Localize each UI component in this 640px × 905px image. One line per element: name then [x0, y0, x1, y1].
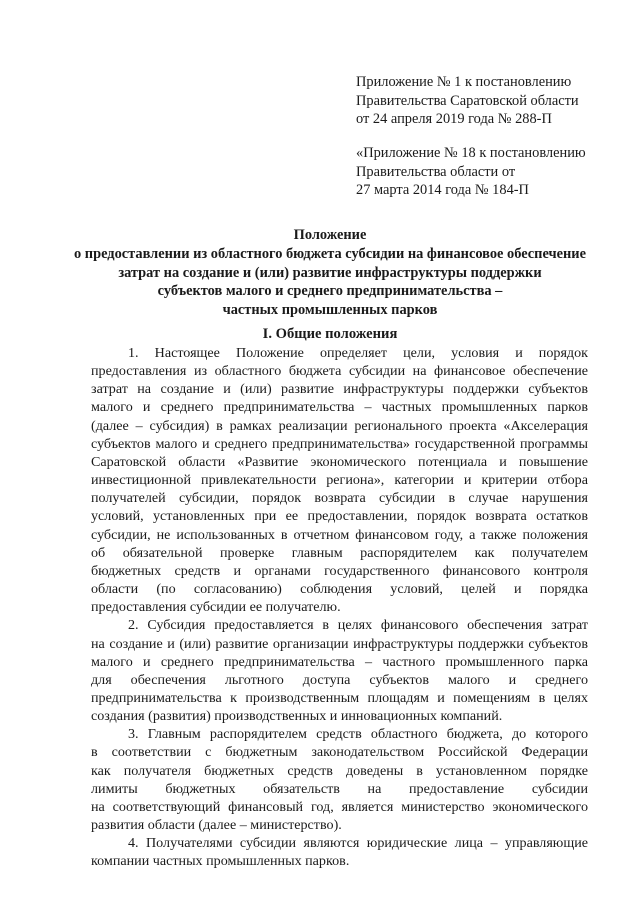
paragraph-3	[91, 725, 588, 834]
paragraph-line: 1. Настоящее Положение определяет цели, условия и порядок	[128, 345, 588, 361]
annex-18-line: «Приложение № 18 к постановлению	[356, 145, 586, 161]
paragraph-line: субъектов малого и среднего предпринимательства» государственной программы	[91, 435, 588, 452]
paragraph-1	[91, 344, 588, 616]
paragraph-line: на соответствующий финансовый год, является министерство экономического	[91, 798, 588, 815]
paragraph-line: затрат на создание и (или) развитие инфраструктуры поддержки субъектов	[91, 381, 588, 398]
paragraph-line: 4. Получателями субсидии являются юридические лица – управляющие	[128, 835, 588, 852]
title-line: Положение	[293, 227, 367, 243]
paragraph-line: в соответствии с бюджетным законодательством Российской Федерации	[91, 744, 588, 761]
annex-1-reference	[356, 73, 626, 129]
paragraph-line: компании частных промышленных парков.	[91, 853, 350, 870]
paragraph-line: развития области (далее – министерство).	[91, 817, 342, 834]
section-heading: I. Общие положения	[262, 326, 398, 342]
annex-1-line: от 24 апреля 2019 года № 288-П	[356, 111, 552, 128]
paragraph-line: Саратовской области «Развитие экономического потенциала и повышение	[91, 453, 588, 470]
paragraph-line: инвестиционной привлекательности региона», категории и критерии отбора	[91, 472, 588, 489]
paragraph-line: на создание и (или) развитие организации инфраструктуры поддержки субъектов	[91, 635, 588, 652]
annex-18-line: 27 марта 2014 года № 184-П	[356, 182, 529, 199]
paragraph-line: создания (развития) производственных и инновационных компаний.	[91, 708, 503, 725]
paragraph-line: предпринимательства к производственным площадям и помещениям в целях	[91, 689, 588, 706]
paragraph-line: предоставления из областного бюджета субсидии на финансовое обеспечение	[91, 363, 588, 380]
paragraph-line: малого и среднего предпринимательства – частных промышленных парков	[91, 399, 588, 416]
document-title	[60, 226, 600, 320]
paragraph-line: (далее – субсидия) в рамках реализации регионального проекта «Акселерация	[91, 417, 588, 434]
paragraph-line: об обязательной проверке главным распорядителем как получателем	[91, 544, 588, 561]
paragraph-4	[91, 834, 588, 870]
title-line: частных промышленных парков	[222, 302, 438, 319]
title-line: затрат на создание и (или) развитие инфраструктуры поддержки	[118, 264, 542, 281]
paragraph-line: 3. Главным распорядителем средств областного бюджета, до которого	[128, 726, 588, 743]
title-line: субъектов малого и среднего предпринимательства –	[157, 283, 503, 300]
annex-18-reference	[356, 144, 626, 200]
paragraph-line: малого и среднего предпринимательства – частного промышленного парка	[91, 653, 588, 670]
paragraph-line: 2. Субсидия предоставляется в целях финансового обеспечения затрат	[128, 617, 588, 634]
paragraph-line: для обеспечения льготного доступа субъектов малого и среднего	[91, 671, 588, 688]
paragraph-line: как получателя бюджетных средств доведены в установленном порядке	[91, 762, 588, 779]
paragraph-line: области (по согласованию) соблюдения условий, целей и порядка	[91, 581, 588, 598]
paragraph-line: условий, установленных при ее предоставлении, порядок возврата остатков	[91, 508, 588, 525]
title-line: о предоставлении из областного бюджета субсидии на финансовое обеспечение	[74, 245, 586, 262]
paragraph-line: предоставления субсидии ее получателю.	[91, 599, 341, 616]
paragraph-line: лимиты бюджетных обязательств на предоставление субсидии	[91, 780, 588, 797]
annex-1-line: Правительства Саратовской области	[356, 92, 579, 109]
paragraph-2	[91, 616, 588, 725]
annex-1-line: Приложение № 1 к постановлению	[356, 74, 572, 90]
document-body	[91, 344, 588, 871]
paragraph-line: получателей субсидии, порядок возврата субсидии в случае нарушения	[91, 490, 588, 507]
annex-18-line: Правительства области от	[356, 163, 516, 180]
paragraph-line: субсидии, не использованных в отчетном финансовом году, а также положения	[91, 526, 588, 543]
paragraph-line: бюджетных средств и органами государственного финансового контроля	[91, 562, 588, 579]
